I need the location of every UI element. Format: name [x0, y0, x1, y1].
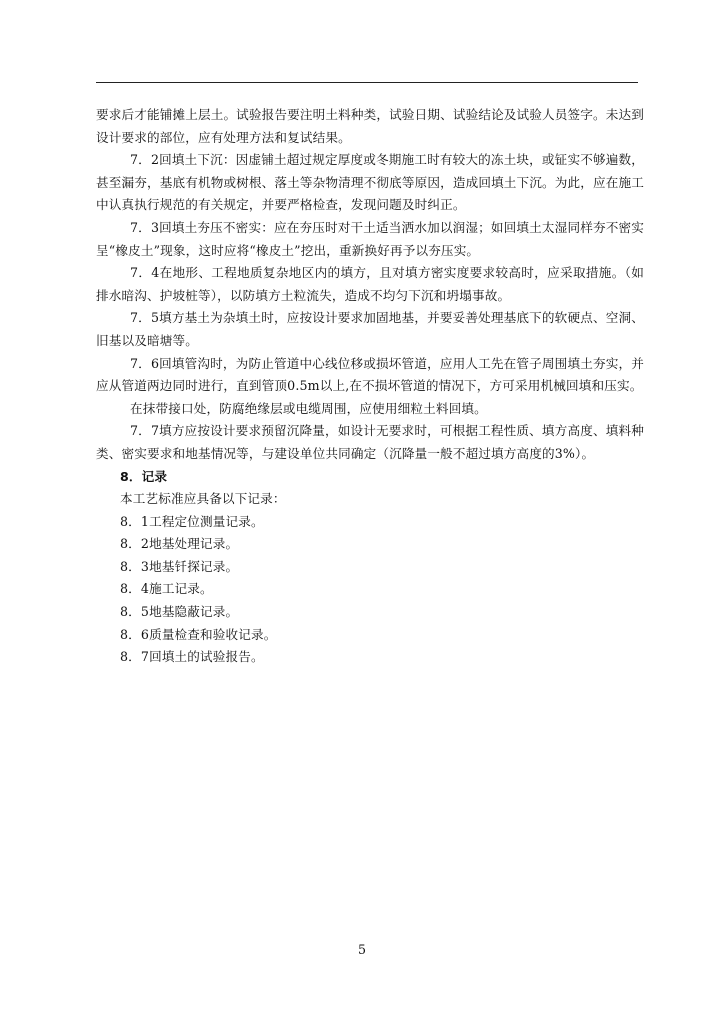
- section-8-heading: 8．记录: [120, 468, 168, 484]
- section-8-intro: 本工艺标准应具备以下记录：: [120, 491, 286, 507]
- paragraph-7-7: 7．7填方应按设计要求预留沉降量，如设计无要求时，可根据工程性质、填方高度、填料种类、密实要求和地基情况等，与建设单位共同确定（沉降量一般不超过填方高度的3%）。: [96, 423, 644, 461]
- paragraph-7-3: 7．3回填土夯压不密实：应在夯压时对干土适当洒水加以润湿；如回填土太湿同样夯不密实呈“橡皮土”现象，这时应将“橡皮土”挖出，重新换好再予以夯压实。: [96, 219, 644, 258]
- paragraph-7-4: 7．4在地形、工程地质复杂地区内的填方，且对填方密实度要求较高时，应采取措施。（如排水暗沟、护坡桩等），以防填方土粒流失，造成不均匀下沉和坍塌事故。: [96, 265, 644, 303]
- record-item: 8．7回填土的试验报告。: [120, 649, 264, 665]
- record-item: 8．3地基钎探记录。: [120, 558, 239, 574]
- paragraph-7-2: 7．2回填土下沉：因虚铺土超过规定厚度或冬期施工时有较大的冻土块，或钲实不够遍数，甚至漏夯，基底有机物或树根、落土等杂物清理不彻底等原因，造成回填土下沉。为此，应在施工中认真执行规范的有关规定，并要严格检查，发现问题及时纠正。: [96, 152, 644, 213]
- header-rule: [96, 82, 638, 83]
- record-item: 8．6质量检查和验收记录。: [120, 626, 277, 642]
- paragraph-7-6: 7．6回填管沟时，为防止管道中心线位移或损坏管道，应用人工先在管子周围填土夯实，并应从管道两边同时进行，直到管顶0.5m以上,在不损坏管道的情况下，方可采用机械回填和压实。: [96, 355, 644, 394]
- record-item: 8．1工程定位测量记录。: [120, 513, 264, 529]
- paragraph-backfill-note: 在抹带接口处，防腐绝缘层或电缆周围，应使用细粒土料回填。: [130, 400, 487, 416]
- record-item: 8．5地基隐蔽记录。: [120, 604, 239, 620]
- record-item: 8．2地基处理记录。: [120, 536, 239, 552]
- page-number: 5: [357, 942, 366, 957]
- record-item: 8．4施工记录。: [120, 581, 213, 597]
- paragraph-continuation: 要求后才能铺摊上层土。试验报告要注明土料种类，试验日期、试验结论及试验人员签字。未达到设计要求的部位，应有处理方法和复试结果。: [96, 107, 644, 145]
- document-body: [96, 104, 644, 669]
- paragraph-7-5: 7．5填方基土为杂填土时，应按设计要求加固地基，并要妥善处理基底下的软硬点、空洞、旧基以及暗塘等。: [96, 310, 644, 348]
